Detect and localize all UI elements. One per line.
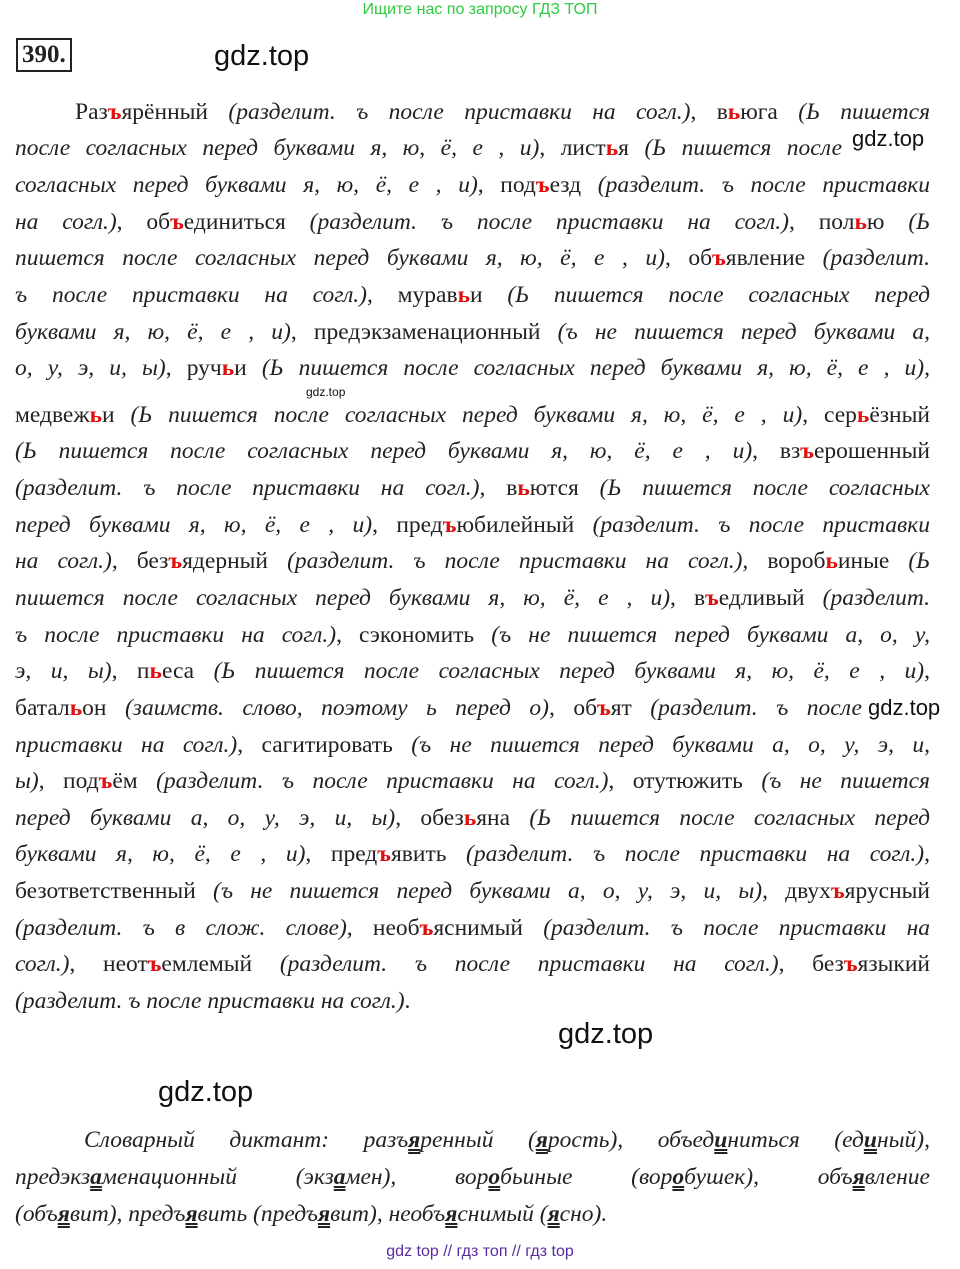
word-text: , пол	[789, 209, 855, 235]
comment-text: буквами я, ю, ё, е , и)	[15, 319, 291, 345]
text-line	[15, 986, 930, 1016]
comment-text: (Ь	[908, 548, 931, 574]
text-line	[15, 436, 930, 466]
comment-text: (разделит. ъ после приставки на согл.)	[466, 841, 925, 867]
text-line	[15, 473, 930, 503]
word-text: , в	[479, 475, 518, 501]
text-line	[15, 1162, 930, 1192]
highlighted-letter: ь	[856, 402, 870, 428]
comment-text: (Ь пишется после	[644, 135, 842, 161]
highlighted-letter: ъ	[147, 951, 162, 977]
comment-text: приставки на согл.)	[15, 732, 238, 758]
comment-text: пишется после согласных перед буквами я, ю, ё, е , и)	[15, 585, 671, 611]
word-text: ются	[529, 475, 600, 501]
highlighted-letter: ь	[854, 209, 867, 235]
word-text: медвеж	[15, 402, 90, 428]
highlighted-letter: ъ	[535, 172, 550, 198]
word-text: , двух	[762, 878, 831, 904]
highlighted-letter: и	[863, 1127, 877, 1153]
highlighted-letter: ъ	[168, 548, 183, 574]
word-text: ,	[924, 658, 930, 684]
comment-text: (Ь пишется после согласных перед буквами я, ю, ё, е , и)	[15, 438, 753, 464]
comment-text: (Ь пишется после согласных перед	[507, 282, 930, 308]
word-text: , мурав	[367, 282, 458, 308]
word-text: , об	[116, 209, 171, 235]
highlighted-letter: ь	[149, 658, 162, 684]
word-text: едливый	[718, 585, 823, 611]
comment-text: (Ь пишется после согласных	[599, 475, 930, 501]
highlighted-letter: ъ	[705, 585, 719, 611]
highlighted-letter: ь	[517, 475, 530, 501]
highlighted-letter: ъ	[107, 99, 122, 125]
comment-text: (разделит. ъ в слож. слове)	[15, 915, 347, 941]
top-banner: Ищите нас по запросу ГДЗ ТОП	[362, 1, 598, 18]
comment-text: ренный (	[420, 1127, 536, 1153]
word-text: , под	[38, 768, 99, 794]
highlighted-letter: ъ	[170, 209, 184, 235]
exercise-number: 390.	[16, 38, 72, 72]
comment-text: вит), необъ	[330, 1201, 446, 1227]
word-text: , обез	[395, 805, 464, 831]
word-text: , сэкономить	[336, 622, 492, 648]
text-line	[15, 949, 930, 979]
comment-text: ный),	[876, 1127, 930, 1153]
comment-text: (разделит. ъ после приставки на	[543, 915, 930, 941]
comment-text: пишется после согласных перед буквами я, ю, ё, е , и)	[15, 245, 665, 271]
word-text: , руч	[165, 355, 222, 381]
text-line	[15, 766, 930, 796]
text-line	[15, 133, 842, 163]
highlighted-letter: ь	[457, 282, 471, 308]
word-text: ярённый	[121, 99, 229, 125]
comment-text: (разделит. ъ после	[650, 695, 862, 721]
highlighted-letter: я	[317, 1201, 331, 1227]
comment-text: (разделит. ъ после приставки на согл.)	[15, 475, 480, 501]
word-text: Раз	[75, 99, 108, 125]
text-line	[15, 656, 930, 686]
footer-links: gdz top // гдз топ // гдз top	[386, 1243, 574, 1260]
word-text: , отутюжить	[608, 768, 762, 794]
comment-text: менационный (экз	[101, 1164, 334, 1190]
text-line	[15, 400, 930, 430]
highlighted-letter: ъ	[377, 841, 391, 867]
word-text: , предэкзаменационный	[290, 319, 558, 345]
word-text: ,	[924, 355, 930, 381]
word-text: иные	[837, 548, 909, 574]
highlighted-letter: ь	[605, 135, 619, 161]
text-line	[15, 693, 862, 723]
word-text: , сагитировать	[237, 732, 412, 758]
word-text: ярусный	[844, 878, 931, 904]
word-text: , в	[670, 585, 706, 611]
word-text: я	[618, 135, 645, 161]
highlighted-letter: ъ	[800, 438, 814, 464]
word-text: ядерный	[182, 548, 288, 574]
highlighted-letter: ь	[69, 695, 83, 721]
word-text: единиться	[183, 209, 310, 235]
word-text: языкий	[857, 951, 930, 977]
highlighted-letter: ъ	[712, 245, 726, 271]
text-line	[15, 243, 930, 273]
word-text: и	[470, 282, 508, 308]
comment-text: (разделит. ъ после приставки на согл.)	[287, 548, 743, 574]
comment-text: (разделит.	[822, 585, 930, 611]
text-line	[15, 510, 930, 540]
word-text: безответственный	[15, 878, 213, 904]
word-text: явление	[725, 245, 823, 271]
highlighted-letter: ь	[727, 99, 741, 125]
highlighted-letter: а	[90, 1164, 102, 1190]
comment-text: (заимств. слово, поэтому ь перед о)	[124, 695, 549, 721]
comment-text: вить (предъ	[197, 1201, 318, 1227]
highlighted-letter: о	[488, 1164, 501, 1190]
comment-text: (ъ не пишется перед буквами а,	[557, 319, 930, 345]
watermark: gdz.top	[158, 1076, 254, 1108]
highlighted-letter: а	[333, 1164, 346, 1190]
watermark: gdz.top	[558, 1018, 654, 1050]
comment-text: (ъ не пишется перед буквами а, о, у, э, и,	[411, 732, 930, 758]
word-text: юга	[740, 99, 799, 125]
highlighted-letter: ь	[825, 548, 838, 574]
word-text: , неот	[69, 951, 148, 977]
word-text: ,	[924, 841, 931, 867]
word-text: , сер	[802, 402, 857, 428]
comment-text: согласных перед буквами я, ю, ё, е , и)	[15, 172, 478, 198]
highlighted-letter: ъ	[830, 878, 845, 904]
highlighted-letter: ь	[221, 355, 235, 381]
highlighted-letter: ъ	[597, 695, 611, 721]
word-text: , без	[778, 951, 844, 977]
text-line	[15, 546, 930, 576]
comment-text: на согл.)	[15, 548, 112, 574]
comment-text: предэкз	[15, 1164, 91, 1190]
highlighted-letter: ъ	[843, 951, 858, 977]
word-text: , пред	[372, 512, 443, 538]
word-text: .	[404, 988, 411, 1014]
highlighted-letter: ь	[463, 805, 477, 831]
comment-text: (Ь пишется после согласных перед буквами я, ю, ё, е , и)	[130, 402, 803, 428]
comment-text: вление	[864, 1164, 930, 1190]
comment-text: перед буквами я, ю, ё, е , и)	[15, 512, 373, 538]
watermark: gdz.top	[306, 385, 346, 399]
word-text: езд	[549, 172, 598, 198]
highlighted-letter: ъ	[419, 915, 434, 941]
text-line	[15, 803, 930, 833]
highlighted-letter: о	[672, 1164, 685, 1190]
comment-text: (Ь пишется после согласных перед буквами я, ю, ё, е , и)	[213, 658, 925, 684]
highlighted-letter: ь	[89, 402, 103, 428]
comment-text: Словарный диктант: разъ	[84, 1127, 409, 1153]
comment-text: мен), вор	[345, 1164, 489, 1190]
word-text: , пред	[305, 841, 378, 867]
comment-text: ниться (ед	[727, 1127, 864, 1153]
comment-text: после согласных перед буквами я, ю, ё, е , и)	[15, 135, 540, 161]
watermark: gdz.top	[868, 695, 941, 720]
comment-text: буквами я, ю, ё, е , и)	[15, 841, 306, 867]
text-line	[15, 583, 930, 613]
text-line	[15, 620, 930, 650]
highlighted-letter: и	[714, 1127, 728, 1153]
word-text: , лист	[539, 135, 606, 161]
word-text: , необ	[346, 915, 420, 941]
word-text: , без	[111, 548, 169, 574]
text-line	[15, 876, 930, 906]
word-text: , об	[664, 245, 713, 271]
highlighted-letter: я	[445, 1201, 458, 1227]
text-line	[15, 353, 930, 383]
text-line	[75, 97, 930, 127]
text-line	[15, 170, 930, 200]
word-text: явить	[390, 841, 467, 867]
comment-text: рость), объед	[547, 1127, 715, 1153]
comment-text: о, у, э, и, ы)	[15, 355, 166, 381]
comment-text: снимый (	[457, 1201, 548, 1227]
highlighted-letter: ъ	[442, 512, 457, 538]
highlighted-letter: я	[535, 1127, 548, 1153]
word-text: ём	[112, 768, 157, 794]
text-line	[15, 839, 930, 869]
comment-text: ъ после приставки на согл.)	[15, 622, 337, 648]
comment-text: (ъ не пишется	[761, 768, 930, 794]
comment-text: сно).	[559, 1201, 608, 1227]
comment-text: (разделит. ъ после приставки на согл.)	[309, 209, 790, 235]
watermark: gdz.top	[852, 126, 925, 151]
word-text: ёзный	[869, 402, 930, 428]
highlighted-letter: я	[408, 1127, 421, 1153]
word-text: , вз	[752, 438, 801, 464]
word-text: юбилейный	[456, 512, 593, 538]
word-text: батал	[15, 695, 70, 721]
comment-text: (разделит. ъ после приставки	[592, 512, 930, 538]
word-text: он	[82, 695, 125, 721]
highlighted-letter: ъ	[98, 768, 113, 794]
comment-text: (разделит. ъ после приставки	[597, 172, 930, 198]
comment-text: согл.)	[15, 951, 70, 977]
text-line	[15, 280, 930, 310]
comment-text: (разделит. ъ после приставки на согл.)	[15, 988, 405, 1014]
comment-text: (Ь пишется после согласных перед	[529, 805, 930, 831]
word-text: , под	[477, 172, 536, 198]
text-line	[84, 1125, 930, 1155]
comment-text: (ъ не пишется перед буквами а, о, у, э, и, ы)	[213, 878, 763, 904]
comment-text: вит), предъ	[69, 1201, 186, 1227]
highlighted-letter: я	[852, 1164, 865, 1190]
word-text: и	[234, 355, 262, 381]
highlighted-letter: я	[185, 1201, 198, 1227]
comment-text: (разделит. ъ после приставки на согл.)	[279, 951, 779, 977]
comment-text: э, и, ы)	[15, 658, 112, 684]
word-text: , п	[111, 658, 150, 684]
word-text: емлемый	[161, 951, 280, 977]
text-line	[15, 207, 930, 237]
comment-text: (разделит.	[822, 245, 930, 271]
comment-text: на согл.)	[15, 209, 117, 235]
word-text: ю	[866, 209, 909, 235]
word-text: еса	[161, 658, 214, 684]
highlighted-letter: я	[547, 1201, 560, 1227]
word-text: яснимый	[433, 915, 544, 941]
text-line	[15, 1199, 930, 1229]
comment-text: (ъ не пишется перед буквами а, о, у,	[491, 622, 930, 648]
comment-text: (Ь пишется	[798, 99, 930, 125]
comment-text: (Ь	[908, 209, 931, 235]
text-line	[15, 317, 930, 347]
word-text: , в	[690, 99, 728, 125]
comment-text: бьиные (вор	[500, 1164, 673, 1190]
comment-text: (объ	[15, 1201, 58, 1227]
text-line	[15, 730, 930, 760]
comment-text: ъ после приставки на согл.)	[15, 282, 368, 308]
watermark: gdz.top	[214, 40, 310, 72]
comment-text: (Ь пишется после согласных перед буквами я, ю, ё, е , и)	[261, 355, 925, 381]
word-text: ят	[610, 695, 651, 721]
word-text: яна	[476, 805, 530, 831]
comment-text: бушек), объ	[684, 1164, 853, 1190]
text-line	[15, 913, 930, 943]
word-text: и	[102, 402, 131, 428]
word-text: ерошенный	[814, 438, 930, 464]
word-text: , вороб	[742, 548, 826, 574]
highlighted-letter: я	[57, 1201, 70, 1227]
comment-text: перед буквами а, о, у, э, и, ы)	[15, 805, 396, 831]
word-text: , об	[548, 695, 598, 721]
comment-text: (разделит. ъ после приставки на согл.)	[156, 768, 609, 794]
comment-text: ы)	[15, 768, 39, 794]
comment-text: (разделит. ъ после приставки на согл.)	[228, 99, 691, 125]
